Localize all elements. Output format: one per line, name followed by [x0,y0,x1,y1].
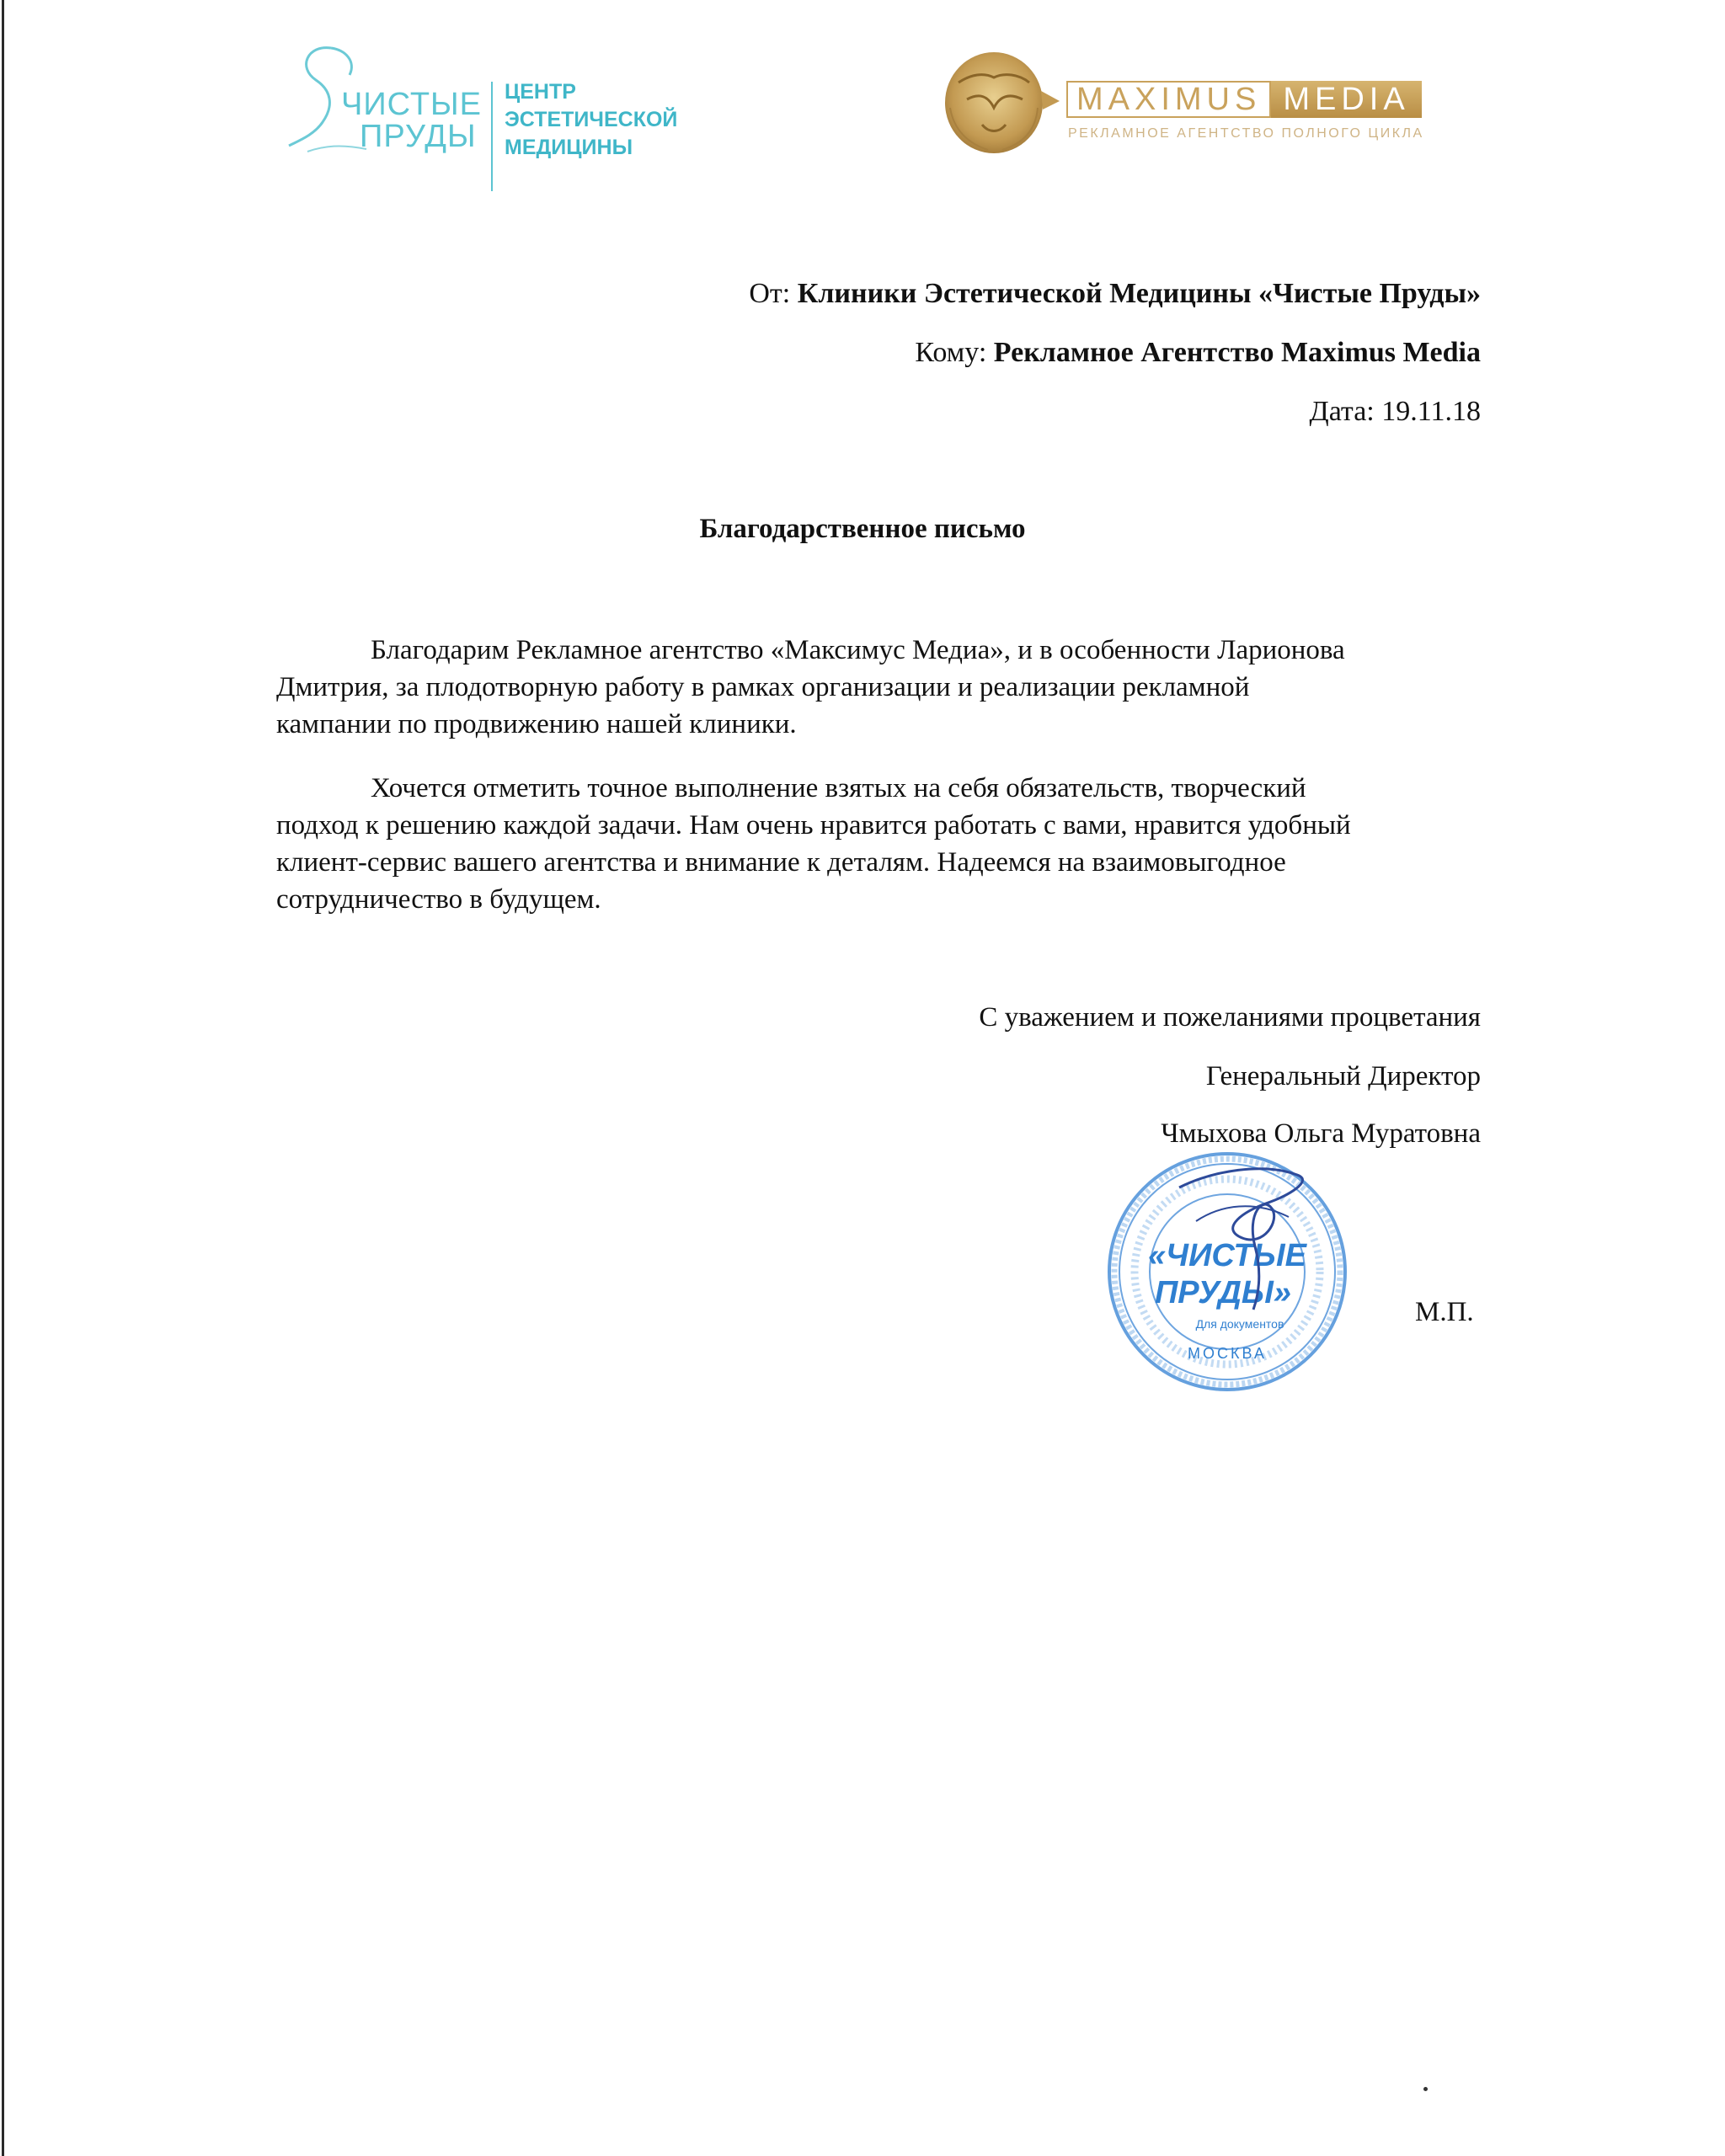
p2-line1: Хочется отметить точное выполнение взятых на себя обязательств, творческий [371,773,1306,803]
date-line [1310,396,1481,428]
letter-title: Благодарственное письмо [699,514,1026,544]
from-line [749,278,1481,310]
closing-name: Чмыхова Ольга Муратовна [1161,1118,1481,1149]
scan-speck [1423,2087,1428,2091]
paragraph-1 [276,632,1481,743]
stamp-city: МОСКВА [1188,1345,1267,1362]
p1-line1: Благодарим Рекламное агентство «Максимус Медиа», и в особенности Ларионова [371,635,1345,665]
paragraph-2 [276,770,1481,918]
p1-line3: кампании по продвижению нашей клиники. [276,709,797,739]
agency-logo [942,49,1489,167]
lion-icon [942,49,1061,157]
paragraph-1-line [276,632,1481,669]
stamp-small-text: Для документов [1195,1317,1284,1331]
p1-line2: Дмитрия, за плодотворную работу в рамках организации и реализации рекламной [276,672,1250,702]
stamp-center-line2: ПРУДЫ» [1154,1275,1292,1310]
from-value: Клиники Эстетической Медицины «Чистые Пруды» [797,278,1481,309]
clinic-brand-name [341,88,482,152]
to-label: Кому: [915,337,987,368]
clinic-center-text [505,78,677,162]
agency-word1: MAXIMUS [1066,81,1271,118]
p2-line3: клиент-сервис вашего агентства и внимание к деталям. Надеемся на взаимовыгодное [276,847,1286,878]
clinic-brand-line1: ЧИСТЫЕ [341,87,483,122]
agency-wordmark [1066,81,1422,118]
from-label: От: [749,278,791,309]
closing-regards: С уважением и пожеланиями процветания [979,1002,1481,1033]
scan-edge [2,0,4,2156]
clinic-center-line3: МЕДИЦИНЫ [505,136,633,159]
handwritten-signature [1162,1137,1331,1314]
date-value: 19.11.18 [1381,396,1481,427]
seal-placeholder: М.П. [1415,1297,1474,1327]
clinic-center-line1: ЦЕНТР [505,80,576,104]
date-label: Дата: [1309,396,1375,427]
clinic-brand-line2: ПРУДЫ [360,119,477,154]
agency-word2: MEDIA [1271,81,1421,118]
p2-line2: подход к решению каждой задачи. Нам очень нравится работать с вами, нравится удобный [276,810,1351,841]
agency-tagline: РЕКЛАМНОЕ АГЕНТСТВО ПОЛНОГО ЦИКЛА [1068,126,1424,141]
clinic-logo [282,38,678,164]
to-line [915,337,1481,369]
closing-position: Генеральный Директор [1205,1061,1481,1091]
clinic-center-line2: ЭСТЕТИЧЕСКОЙ [505,108,678,131]
logo-divider [491,82,493,191]
p2-line4: сотрудничество в будущем. [276,884,601,915]
paragraph-2-line [276,770,1481,807]
to-value: Рекламное Агентство Maximus Media [993,337,1481,368]
stamp-center-line1: «ЧИСТЫЕ [1148,1238,1306,1273]
